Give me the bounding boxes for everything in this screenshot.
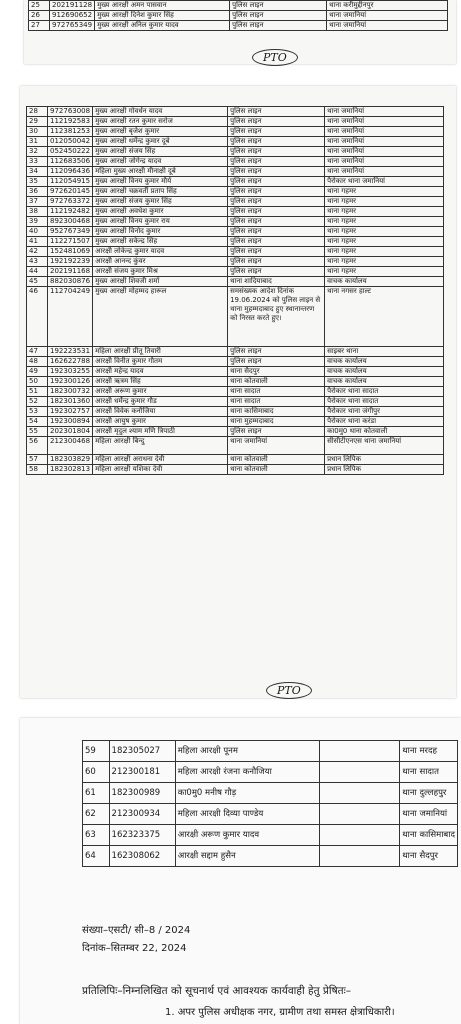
order-date: दिनांक–सितम्बर 22, 2024	[82, 943, 187, 954]
employee-name-cell: आरक्षी विनीत कुमार गौतम	[93, 357, 228, 367]
employee-id-cell: 892300468	[48, 217, 93, 227]
new-posting-cell: थाना गहमर	[325, 257, 444, 267]
current-posting-cell: पुलिस लाइन	[228, 127, 325, 137]
employee-name-cell: मुख्य आरक्षी संजय सिंह	[93, 147, 228, 157]
new-posting-cell: थाना जमानियां	[325, 127, 444, 137]
current-posting-cell: थाना शादियाबाद	[228, 277, 325, 287]
employee-name-cell: मुख्य आरक्षी संजय कुमार सिंह	[93, 197, 228, 207]
serial-number-cell: 28	[27, 107, 48, 117]
table-row	[27, 257, 444, 267]
table-row	[27, 465, 444, 475]
table-row	[83, 783, 458, 804]
table-row	[27, 157, 444, 167]
employee-id-cell: 972620145	[48, 187, 93, 197]
table-row	[27, 207, 444, 217]
current-posting-cell: पुलिस लाइन	[228, 147, 325, 157]
serial-number-cell: 46	[27, 287, 48, 347]
table-row	[27, 267, 444, 277]
current-posting-cell: पुलिस लाइन	[230, 1, 327, 11]
new-posting-cell: थाना गहमर	[325, 207, 444, 217]
serial-number-cell: 25	[29, 1, 50, 11]
table-row	[27, 177, 444, 187]
employee-id-cell: 182303829	[48, 455, 93, 465]
employee-id-cell: 112192482	[48, 207, 93, 217]
new-posting-cell: थाना जमानियां	[327, 11, 448, 21]
new-posting-cell: प्रधान लिपिक	[325, 465, 444, 475]
table-row	[27, 217, 444, 227]
serial-number-cell: 33	[27, 157, 48, 167]
serial-number-cell: 37	[27, 197, 48, 207]
employee-name-cell: महिला आरक्षी अराधना देवी	[93, 455, 228, 465]
current-posting-cell: पुलिस लाइन	[228, 347, 325, 357]
serial-number-cell: 52	[27, 397, 48, 407]
employee-name-cell: आरक्षी लोकेन्द्र कुमार यादव	[93, 247, 228, 257]
table-row	[27, 237, 444, 247]
table-row	[83, 825, 458, 846]
serial-number-cell: 34	[27, 167, 48, 177]
new-posting-cell: थाना गहमर	[325, 247, 444, 257]
table-row	[83, 762, 458, 783]
current-posting-cell: पुलिस लाइन	[228, 357, 325, 367]
employee-name-cell: आरक्षी महेन्द्र यादव	[93, 367, 228, 377]
serial-number-cell: 32	[27, 147, 48, 157]
serial-number-cell: 49	[27, 367, 48, 377]
serial-number-cell: 38	[27, 207, 48, 217]
serial-number-cell: 50	[27, 377, 48, 387]
employee-id-cell: 162323375	[109, 825, 175, 846]
employee-id-cell: 112381253	[48, 127, 93, 137]
serial-number-cell: 39	[27, 217, 48, 227]
serial-number-cell: 54	[27, 417, 48, 427]
current-posting-cell: पुलिस लाइन	[228, 227, 325, 237]
transfer-table-page-1	[28, 0, 448, 31]
new-posting-cell: थाना जमानियां	[325, 107, 444, 117]
employee-id-cell: 162622788	[48, 357, 93, 367]
table-row	[27, 357, 444, 367]
table-row	[27, 387, 444, 397]
table-row	[27, 417, 444, 427]
new-posting-cell: वाचक कार्यालय	[325, 377, 444, 387]
new-posting-cell: का0मु0 थाना कोतवाली	[325, 427, 444, 437]
new-posting-cell: पैरोकार थाना सादात	[325, 397, 444, 407]
copy-to-heading: प्रतिलिपिः–निम्नलिखित को सूचनार्थ एवं आवश्यक कार्यवाही हेतु प्रेषितः–	[82, 985, 352, 997]
serial-number-cell: 44	[27, 267, 48, 277]
current-posting-cell: पुलिस लाइन	[228, 197, 325, 207]
employee-name-cell: मुख्य आरक्षी धर्मेन्द्र कुमार दूबे	[93, 137, 228, 147]
employee-name-cell: मुख्य आरक्षी बृजेश कुमार	[93, 127, 228, 137]
table-row	[27, 147, 444, 157]
current-posting-cell: पुलिस लाइन	[228, 107, 325, 117]
pto-mark: PTO	[266, 682, 312, 699]
serial-number-cell: 35	[27, 177, 48, 187]
new-posting-cell: वाचक कार्यालय	[325, 277, 444, 287]
new-posting-cell: थाना सैदपुर	[400, 846, 458, 867]
new-posting-cell: थाना गहमर	[325, 227, 444, 237]
serial-number-cell: 43	[27, 257, 48, 267]
employee-name-cell: महिला आरक्षी यशिका देवी	[93, 465, 228, 475]
new-posting-cell: प्रधान लिपिक	[325, 455, 444, 465]
current-posting-cell: थाना सादात	[228, 387, 325, 397]
employee-name-cell: आरक्षी आनन्द कुंवर	[93, 257, 228, 267]
current-posting-cell	[320, 846, 400, 867]
new-posting-cell: थाना दुल्लहपुर	[400, 783, 458, 804]
current-posting-cell: थाना सैदपुर	[228, 367, 325, 377]
table-row	[27, 287, 444, 347]
new-posting-cell: पैरोकार थाना जंगीपुर	[325, 407, 444, 417]
table-row	[27, 247, 444, 257]
employee-name-cell: मुख्य आरक्षी चक्रवर्ती प्रताप सिंह	[93, 187, 228, 197]
employee-id-cell: 112704249	[48, 287, 93, 347]
current-posting-cell: पुलिस लाइन	[228, 427, 325, 437]
pto-mark: PTO	[252, 49, 298, 66]
employee-id-cell: 212300468	[48, 437, 93, 455]
serial-number-cell: 40	[27, 227, 48, 237]
new-posting-cell: साइबर थाना	[325, 347, 444, 357]
current-posting-cell: थाना कोतवाली	[228, 465, 325, 475]
employee-name-cell: आरक्षी ऋत्रम सिंह	[93, 377, 228, 387]
employee-id-cell: 192303255	[48, 367, 93, 377]
new-posting-cell: पैरोकार थाना जमानियां	[325, 177, 444, 187]
document-page-3	[20, 718, 461, 1024]
table-row	[27, 127, 444, 137]
current-posting-cell: थाना कोतवाली	[228, 377, 325, 387]
serial-number-cell: 56	[27, 437, 48, 455]
employee-name-cell: आरक्षी सद्दाम हुसैन	[175, 846, 320, 867]
new-posting-cell: थाना जमानियां	[327, 21, 448, 31]
table-row	[27, 227, 444, 237]
new-posting-cell: थाना मरदह	[400, 741, 458, 762]
new-posting-cell: थाना करीमुद्दीनपुर	[327, 1, 448, 11]
serial-number-cell: 61	[83, 783, 110, 804]
serial-number-cell: 30	[27, 127, 48, 137]
employee-name-cell: आरक्षी संजय कुमार मिश्र	[93, 267, 228, 277]
table-row	[83, 741, 458, 762]
employee-name-cell: महिला आरक्षी दिव्या पाण्डेय	[175, 804, 320, 825]
table-row	[27, 455, 444, 465]
table-row	[83, 846, 458, 867]
employee-id-cell: 972763008	[48, 107, 93, 117]
employee-name-cell: आरक्षी विवेक कनौजिया	[93, 407, 228, 417]
employee-name-cell: आरक्षी अरूण कुमार यादव	[175, 825, 320, 846]
employee-id-cell: 912690652	[50, 11, 95, 21]
document-page-2	[20, 86, 456, 698]
employee-id-cell: 952767349	[48, 227, 93, 237]
serial-number-cell: 58	[27, 465, 48, 475]
current-posting-cell: पुलिस लाइन	[228, 257, 325, 267]
employee-name-cell: महिला मुख्य आरक्षी मीनाक्षी दूबे	[93, 167, 228, 177]
new-posting-cell: थाना जमानियां	[325, 117, 444, 127]
current-posting-cell: पुलिस लाइन	[228, 267, 325, 277]
table-row	[29, 11, 448, 21]
employee-id-cell: 112054915	[48, 177, 93, 187]
serial-number-cell: 31	[27, 137, 48, 147]
new-posting-cell: पैरोकार थाना सादात	[325, 387, 444, 397]
employee-id-cell: 182305027	[109, 741, 175, 762]
employee-id-cell: 112271507	[48, 237, 93, 247]
current-posting-cell: पुलिस लाइन	[228, 237, 325, 247]
serial-number-cell: 45	[27, 277, 48, 287]
serial-number-cell: 26	[29, 11, 50, 21]
employee-id-cell: 202301804	[48, 427, 93, 437]
serial-number-cell: 36	[27, 187, 48, 197]
employee-name-cell: आरक्षी मृदुल श्याम मणि त्रिपाठी	[93, 427, 228, 437]
document-page-1	[24, 0, 456, 64]
current-posting-cell: पुलिस लाइन	[228, 167, 325, 177]
table-row	[27, 277, 444, 287]
new-posting-cell: थाना कासिमाबाद	[400, 825, 458, 846]
employee-id-cell: 192300894	[48, 417, 93, 427]
new-posting-cell: थाना सादात	[400, 762, 458, 783]
serial-number-cell: 47	[27, 347, 48, 357]
employee-id-cell: 052450222	[48, 147, 93, 157]
employee-id-cell: 112683506	[48, 157, 93, 167]
transfer-table-page-3	[82, 740, 458, 867]
employee-id-cell: 882030876	[48, 277, 93, 287]
new-posting-cell: थाना जमानियां	[325, 137, 444, 147]
table-row	[29, 21, 448, 31]
new-posting-cell: थाना गहमर	[325, 187, 444, 197]
new-posting-cell: पैरोकार थाना करंडा	[325, 417, 444, 427]
table-row	[27, 107, 444, 117]
employee-id-cell: 112096436	[48, 167, 93, 177]
new-posting-cell: थाना जमानियां	[400, 804, 458, 825]
employee-name-cell: महिला आरक्षी प्रीतू तिवारी	[93, 347, 228, 357]
employee-id-cell: 182301360	[48, 397, 93, 407]
current-posting-cell: थाना कोतवाली	[228, 455, 325, 465]
employee-name-cell: मुख्य आरक्षी रतन कुमार सरोज	[93, 117, 228, 127]
current-posting-cell: पुलिस लाइन	[228, 137, 325, 147]
current-posting-cell: थाना जमानियां	[228, 437, 325, 455]
employee-id-cell: 112192583	[48, 117, 93, 127]
current-posting-cell: थाना सादात	[228, 397, 325, 407]
table-row	[27, 117, 444, 127]
serial-number-cell: 64	[83, 846, 110, 867]
table-row	[27, 397, 444, 407]
serial-number-cell: 51	[27, 387, 48, 397]
current-posting-cell	[320, 741, 400, 762]
current-posting-cell	[320, 825, 400, 846]
serial-number-cell: 29	[27, 117, 48, 127]
employee-name-cell: मुख्य आरक्षी सकेन्द्र सिंह	[93, 237, 228, 247]
current-posting-cell: थाना कासिमाबाद	[228, 407, 325, 417]
reference-number: संख्या–एसटी/ सी–8 / 2024	[82, 925, 191, 936]
current-posting-cell: पुलिस लाइन	[228, 117, 325, 127]
table-row	[27, 427, 444, 437]
employee-id-cell: 212300181	[109, 762, 175, 783]
employee-name-cell: महिला आरक्षी बिन्दु	[93, 437, 228, 455]
employee-id-cell: 212300934	[109, 804, 175, 825]
new-posting-cell: वाचक कार्यालय	[325, 357, 444, 367]
employee-id-cell: 152481069	[48, 247, 93, 257]
new-posting-cell: थाना गहमर	[325, 267, 444, 277]
employee-id-cell: 182302813	[48, 465, 93, 475]
table-row	[27, 437, 444, 455]
employee-name-cell: मुख्य आरक्षी गोवर्धन यादव	[93, 107, 228, 117]
table-row	[27, 187, 444, 197]
table-row	[83, 804, 458, 825]
employee-name-cell: मुख्य आरक्षी शिवजी शर्मा	[93, 277, 228, 287]
current-posting-cell: पुलिस लाइन	[228, 217, 325, 227]
serial-number-cell: 55	[27, 427, 48, 437]
new-posting-cell: थाना गहमर	[325, 217, 444, 227]
employee-id-cell: 202191168	[48, 267, 93, 277]
current-posting-cell: पुलिस लाइन	[228, 187, 325, 197]
serial-number-cell: 62	[83, 804, 110, 825]
table-row	[27, 197, 444, 207]
serial-number-cell: 60	[83, 762, 110, 783]
employee-id-cell: 972763372	[48, 197, 93, 207]
current-posting-cell: पुलिस लाइन	[228, 207, 325, 217]
employee-name-cell: मुख्य आरक्षी अवधेश कुमार	[93, 207, 228, 217]
current-posting-cell: पुलिस लाइन	[228, 177, 325, 187]
new-posting-cell: थाना जमानियां	[325, 147, 444, 157]
serial-number-cell: 41	[27, 237, 48, 247]
employee-name-cell: मुख्य आरक्षी विनय कुमार मौर्य	[93, 177, 228, 187]
employee-name-cell: आरक्षी धर्मेन्द्र कुमार गौड	[93, 397, 228, 407]
table-row	[27, 377, 444, 387]
table-row	[27, 407, 444, 417]
current-posting-cell	[320, 762, 400, 783]
new-posting-cell: वाचक कार्यालय	[325, 367, 444, 377]
employee-name-cell: मुख्य आरक्षी दिनेश कुमार सिंह	[95, 11, 230, 21]
employee-name-cell: आरक्षी अरूण कुमार	[93, 387, 228, 397]
employee-name-cell: मुख्य आरक्षी मोहम्मद हारूल	[93, 287, 228, 347]
employee-id-cell: 162308062	[109, 846, 175, 867]
new-posting-cell: थाना नगसर हाल्ट	[325, 287, 444, 347]
table-row	[27, 167, 444, 177]
new-posting-cell: सीसीटीएनएस थाना जमानियां	[325, 437, 444, 455]
new-posting-cell: थाना जमानियां	[325, 167, 444, 177]
table-row	[27, 137, 444, 147]
employee-name-cell: महिला आरक्षी रंजना कनौजिया	[175, 762, 320, 783]
current-posting-cell	[320, 783, 400, 804]
current-posting-cell: पुलिस लाइन	[230, 21, 327, 31]
employee-name-cell: मुख्य आरक्षी विनोद कुमार	[93, 227, 228, 237]
new-posting-cell: थाना गहमर	[325, 237, 444, 247]
serial-number-cell: 53	[27, 407, 48, 417]
table-row	[27, 367, 444, 377]
employee-name-cell: आरक्षी आयुष कुमार	[93, 417, 228, 427]
employee-id-cell: 972765349	[50, 21, 95, 31]
employee-name-cell: मुख्य आरक्षी अमन पासवान	[95, 1, 230, 11]
employee-name-cell: का0मु0 मनीष गौड़	[175, 783, 320, 804]
current-posting-cell: पुलिस लाइन	[228, 247, 325, 257]
employee-id-cell: 202191128	[50, 1, 95, 11]
current-posting-cell: समसंख्यक आदेश दिनांक 19.06.2024 को पुलिस लाइन से थाना मुहम्मदाबाद हुए स्थानान्तरण को निरस्त करते हुए।	[228, 287, 325, 347]
new-posting-cell: थाना गहमर	[325, 197, 444, 207]
current-posting-cell: पुलिस लाइन	[230, 11, 327, 21]
copy-to-item-1: 1. अपर पुलिस अधीक्षक नगर, ग्रामीण तथा समस्त क्षेत्राधिकारी।	[165, 1007, 395, 1018]
employee-id-cell: 192192239	[48, 257, 93, 267]
employee-name-cell: महिला आरक्षी पूनम	[175, 741, 320, 762]
serial-number-cell: 59	[83, 741, 110, 762]
employee-name-cell: मुख्य आरक्षी अनिल कुमार यादव	[95, 21, 230, 31]
new-posting-cell: थाना जमानियां	[325, 157, 444, 167]
serial-number-cell: 57	[27, 455, 48, 465]
serial-number-cell: 48	[27, 357, 48, 367]
employee-name-cell: मुख्य आरक्षी विनय कुमार राय	[93, 217, 228, 227]
table-row	[29, 1, 448, 11]
employee-id-cell: 192302757	[48, 407, 93, 417]
employee-id-cell: 012050042	[48, 137, 93, 147]
employee-id-cell: 192223531	[48, 347, 93, 357]
table-row	[27, 347, 444, 357]
employee-id-cell: 182300989	[109, 783, 175, 804]
current-posting-cell: थाना मुहम्मदाबाद	[228, 417, 325, 427]
employee-id-cell: 182300732	[48, 387, 93, 397]
serial-number-cell: 27	[29, 21, 50, 31]
employee-name-cell: मुख्य आरक्षी जोगेन्द्र यादव	[93, 157, 228, 167]
current-posting-cell	[320, 804, 400, 825]
transfer-table-page-2	[26, 106, 444, 475]
serial-number-cell: 63	[83, 825, 110, 846]
current-posting-cell: पुलिस लाइन	[228, 157, 325, 167]
serial-number-cell: 42	[27, 247, 48, 257]
employee-id-cell: 192300126	[48, 377, 93, 387]
